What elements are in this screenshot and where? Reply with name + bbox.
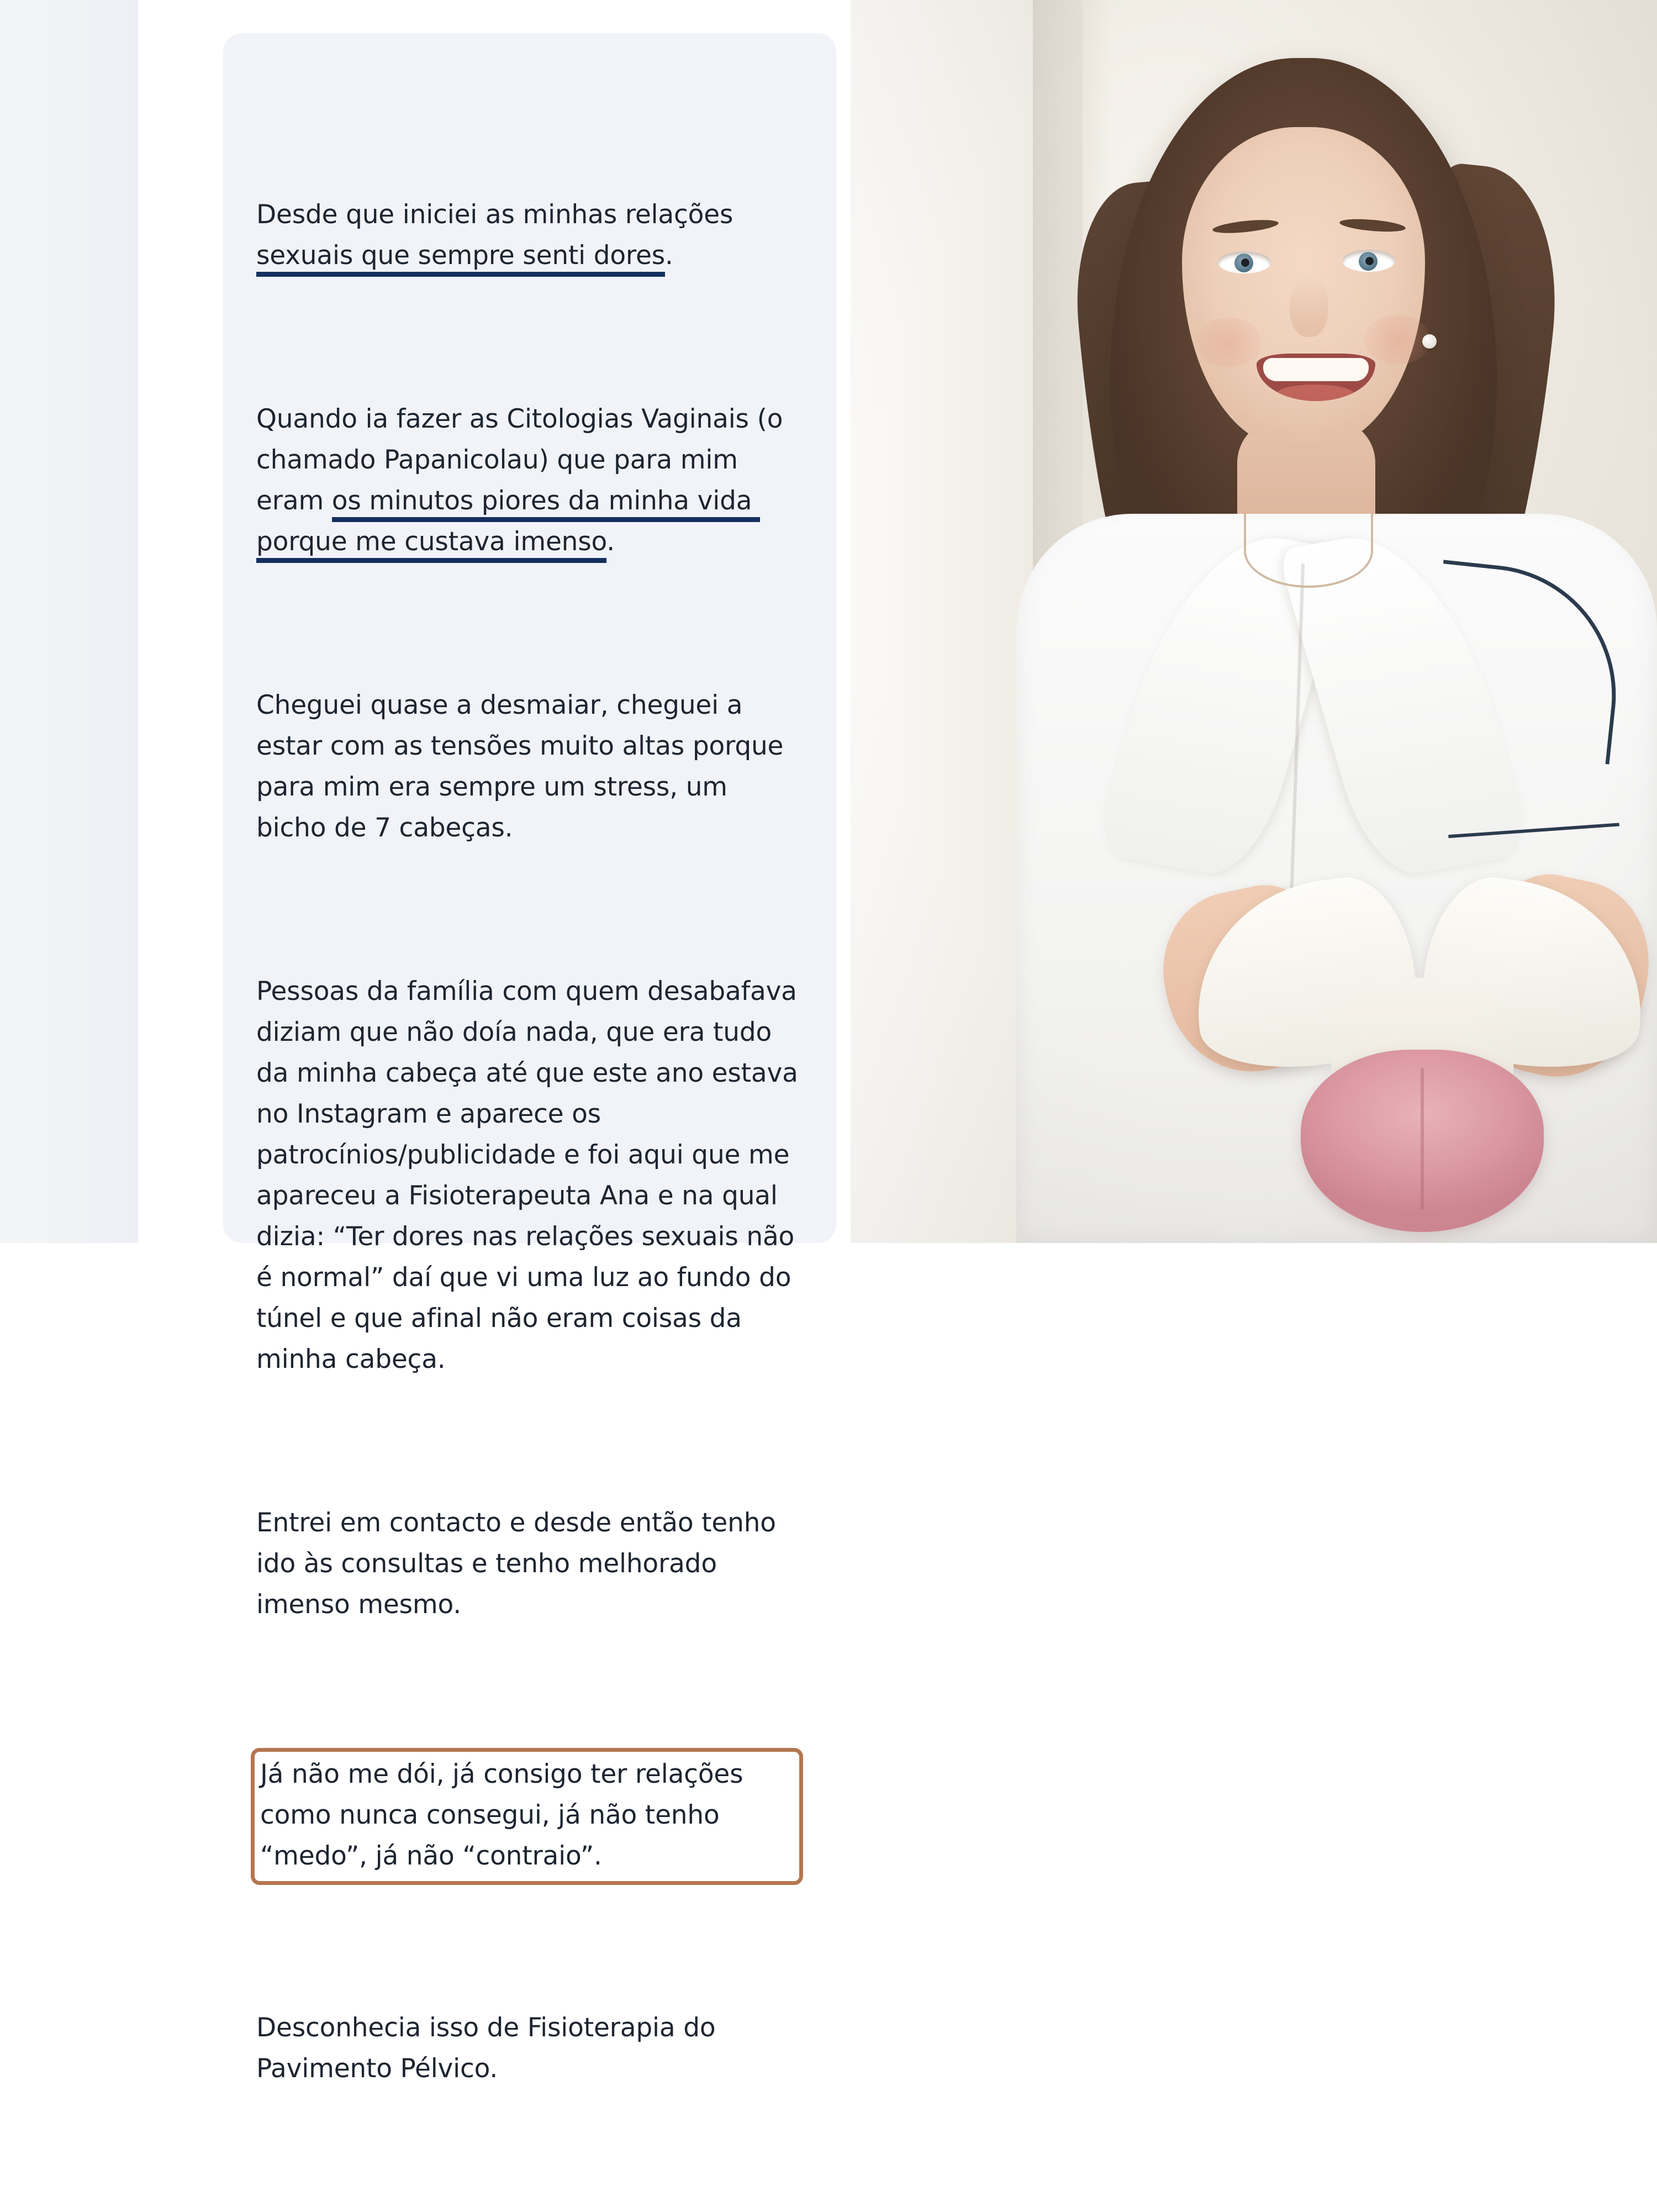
therapist-photo	[851, 0, 1657, 1243]
testimonial-paragraph	[256, 2008, 803, 2089]
pelvic-floor-muscles	[1301, 1050, 1544, 1232]
necklace	[1244, 514, 1373, 588]
earring	[1422, 334, 1437, 349]
testimonial-paragraph	[256, 685, 803, 849]
eye-right	[1342, 250, 1395, 272]
text-segment: Desconhecia isso de Fisioterapia do Pavimento Pélvico.	[256, 2013, 724, 2084]
text-segment: .	[665, 240, 673, 271]
teeth	[1263, 358, 1369, 381]
text-segment: Entrei em contacto e desde então tenho ido às consultas e tenho melhorado imenso mesmo.	[256, 1508, 784, 1620]
testimonial-paragraph-highlighted	[256, 1748, 803, 1885]
text-segment: Desde que iniciei as minhas relações	[256, 199, 741, 230]
highlight-box-outline: Já não me dói, já consigo ter relações como nunca consegui, já não tenho “medo”, já não “contraio”.	[251, 1748, 803, 1885]
testimonial-paragraph	[256, 194, 803, 276]
testimonial-paragraph	[256, 1503, 803, 1625]
pupil-right	[1365, 257, 1374, 265]
text-segment: .	[606, 526, 615, 557]
text-segment: Quando ia fazer as Citologias Vaginais (o chamado Papanicolau) que para mim eram	[256, 404, 791, 516]
cheek-right	[1364, 315, 1431, 365]
testimonial-paragraph	[256, 399, 803, 562]
cheek-left	[1196, 318, 1262, 367]
testimonial-text	[256, 72, 806, 2212]
testimonial-paragraph	[256, 971, 806, 1380]
pupil-left	[1241, 259, 1249, 267]
highlight-underline-navy: os minutos piores da minha vida porque me custava imenso	[256, 486, 760, 563]
text-segment: Cheguei quase a desmaiar, cheguei a estar com as tensões muito altas porque para mim era sempre um stress, um bicho de 7 cabeças.	[256, 690, 792, 843]
text-segment: Pessoas da família com quem desabafava diziam que não doía nada, que era tudo da minha cabeça até que este ano estava no Instagram e aparece os patrocínios/publicidade e foi aqui que me apareceu a Fisioterapeuta Ana e na qual dizia: “Ter dores nas relações sexuais não é normal” daí que vi uma luz ao fundo do túnel e que afinal não eram coisas da minha cabeça.	[256, 976, 806, 1374]
eye-left	[1218, 251, 1271, 273]
nose	[1290, 276, 1328, 337]
left-gradient-band	[0, 0, 138, 1243]
tongue	[1276, 385, 1354, 401]
pelvis-anatomical-model	[1204, 884, 1640, 1237]
testimonial-card	[223, 33, 836, 2084]
highlight-underline-navy: sexuais que sempre senti dores	[256, 240, 665, 277]
